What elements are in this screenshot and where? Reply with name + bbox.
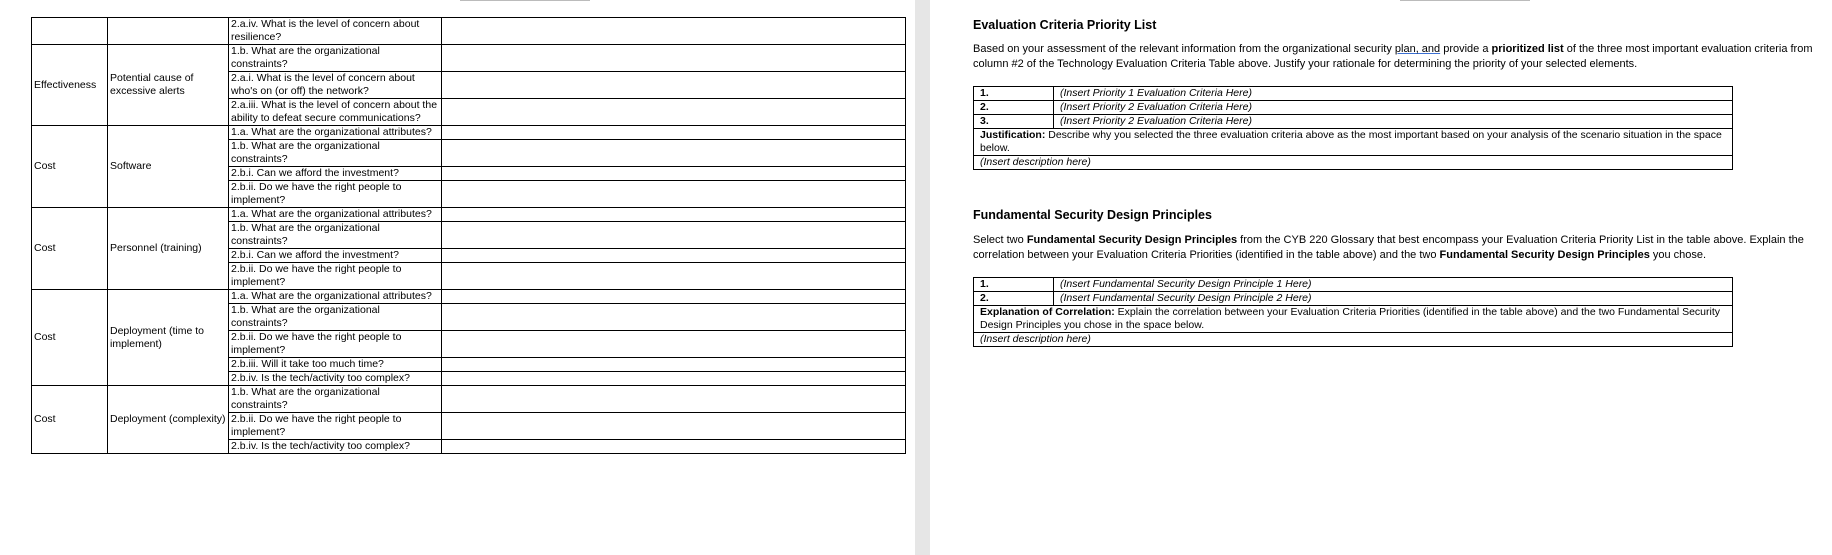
response-cell[interactable] — [442, 440, 906, 454]
response-cell[interactable] — [442, 181, 906, 208]
response-cell[interactable] — [442, 304, 906, 331]
response-cell[interactable] — [442, 386, 906, 413]
question-cell: 2.b.iv. Is the tech/activity too complex? — [229, 372, 442, 386]
question-cell: 1.b. What are the organizational constraints? — [229, 304, 442, 331]
response-cell[interactable] — [442, 413, 906, 440]
principle-row[interactable]: 2. (Insert Fundamental Security Design Principle 2 Here) — [974, 292, 1733, 306]
criteria-subcategory-cell: Potential cause of excessive alerts — [108, 45, 229, 126]
priority-intro: Based on your assessment of the relevant information from the organizational security plan, and provide a prioritized list of the three most important evaluation criteria from column #2 of the Technology Evaluation Criteria Table above. Justify your rationale for determining the priority of your selected elements. — [973, 43, 1813, 70]
table-row — [32, 290, 906, 304]
criteria-category-cell: Cost — [32, 386, 108, 454]
question-cell: 1.a. What are the organizational attributes? — [229, 126, 442, 140]
question-cell: 2.a.iii. What is the level of concern about the ability to defeat secure communications? — [229, 99, 442, 126]
priority-list-table — [973, 86, 1733, 170]
response-cell[interactable] — [442, 222, 906, 249]
question-cell: 1.b. What are the organizational constraints? — [229, 222, 442, 249]
response-cell[interactable] — [442, 358, 906, 372]
response-cell[interactable] — [442, 126, 906, 140]
criteria-subcategory-cell: Software — [108, 126, 229, 208]
link-text[interactable]: plan, and — [1394, 43, 1441, 55]
question-cell: 2.b.ii. Do we have the right people to implement? — [229, 331, 442, 358]
document-page-right — [930, 0, 1832, 555]
question-cell: 1.b. What are the organizational constraints? — [229, 45, 442, 72]
criteria-subcategory-cell — [108, 18, 229, 45]
response-cell[interactable] — [442, 72, 906, 99]
principles-heading: Fundamental Security Design Principles — [973, 208, 1212, 222]
question-cell: 1.b. What are the organizational constraints? — [229, 386, 442, 413]
justification-placeholder-row[interactable]: (Insert description here) — [974, 156, 1733, 170]
question-cell: 2.b.iii. Will it take too much time? — [229, 358, 442, 372]
table-row — [32, 18, 906, 45]
document-page-left — [0, 0, 915, 555]
question-cell: 2.b.i. Can we afford the investment? — [229, 249, 442, 263]
criteria-subcategory-cell: Deployment (time to implement) — [108, 290, 229, 386]
criteria-category-cell: Cost — [32, 126, 108, 208]
question-cell: 1.b. What are the organizational constraints? — [229, 140, 442, 167]
table-row — [32, 126, 906, 140]
criteria-category-cell: Cost — [32, 290, 108, 386]
response-cell[interactable] — [442, 140, 906, 167]
response-cell[interactable] — [442, 331, 906, 358]
explanation-row[interactable]: Explanation of Correlation: Explain the correlation between your Evaluation Criteria Priorities (identified in the table above) and the two Fundamental Security Design Principles you chose in the space below. — [974, 306, 1733, 333]
question-cell: 2.b.ii. Do we have the right people to implement? — [229, 263, 442, 290]
question-cell: 2.b.ii. Do we have the right people to implement? — [229, 181, 442, 208]
question-cell: 2.b.ii. Do we have the right people to implement? — [229, 413, 442, 440]
response-cell[interactable] — [442, 249, 906, 263]
response-cell[interactable] — [442, 208, 906, 222]
response-cell[interactable] — [442, 99, 906, 126]
criteria-subcategory-cell: Deployment (complexity) — [108, 386, 229, 454]
question-cell: 1.a. What are the organizational attributes? — [229, 208, 442, 222]
response-cell[interactable] — [442, 263, 906, 290]
response-cell[interactable] — [442, 372, 906, 386]
table-row — [32, 386, 906, 413]
response-cell[interactable] — [442, 45, 906, 72]
principle-row[interactable]: 1. (Insert Fundamental Security Design Principle 1 Here) — [974, 278, 1733, 292]
question-cell: 2.b.i. Can we afford the investment? — [229, 167, 442, 181]
response-cell[interactable] — [442, 290, 906, 304]
table-row — [32, 45, 906, 72]
question-cell: 2.a.i. What is the level of concern about who's on (or off) the network? — [229, 72, 442, 99]
header-divider — [1400, 0, 1530, 4]
priority-row[interactable]: 3. (Insert Priority 2 Evaluation Criteria Here) — [974, 115, 1733, 129]
question-cell: 2.b.iv. Is the tech/activity too complex? — [229, 440, 442, 454]
question-cell: 2.a.iv. What is the level of concern about resilience? — [229, 18, 442, 45]
principles-table — [973, 277, 1733, 347]
response-cell[interactable] — [442, 18, 906, 45]
header-divider — [460, 0, 590, 4]
question-cell: 1.a. What are the organizational attributes? — [229, 290, 442, 304]
evaluation-criteria-table — [31, 17, 906, 454]
priority-heading: Evaluation Criteria Priority List — [973, 18, 1157, 32]
priority-row[interactable]: 2. (Insert Priority 2 Evaluation Criteria Here) — [974, 101, 1733, 115]
principles-intro: Select two Fundamental Security Design Principles from the CYB 220 Glossary that best encompass your Evaluation Criteria Priority List in the table above. Explain the correlation between your Evaluation Criteria Priorities (identified in the table above) and the two Fundamental Security Design Principles you chose. — [973, 234, 1804, 261]
criteria-subcategory-cell: Personnel (training) — [108, 208, 229, 290]
criteria-category-cell — [32, 18, 108, 45]
criteria-category-cell: Effectiveness — [32, 45, 108, 126]
priority-row[interactable]: 1. (Insert Priority 1 Evaluation Criteria Here) — [974, 87, 1733, 101]
criteria-category-cell: Cost — [32, 208, 108, 290]
table-row — [32, 208, 906, 222]
response-cell[interactable] — [442, 167, 906, 181]
explanation-placeholder-row[interactable]: (Insert description here) — [974, 333, 1733, 347]
justification-row[interactable]: Justification: Describe why you selected the three evaluation criteria above as the most important based on your analysis of the scenario situation in the space below. — [974, 129, 1733, 156]
